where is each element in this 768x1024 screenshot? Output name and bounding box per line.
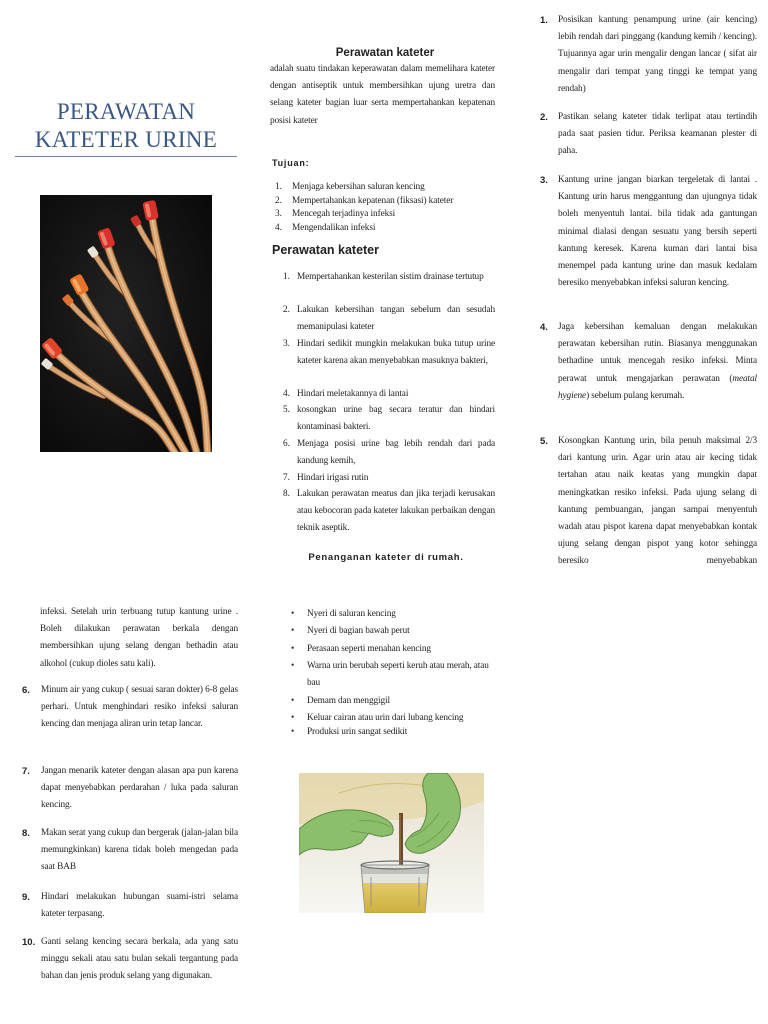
item-text: Hindari sedikit mungkin melakukan buka tutup urine kateter karena akan menyebabkan masuknya bakteri, [297,339,495,367]
item-text: • Demam dan menggigil [307,696,390,706]
item-number: 8. [22,828,30,839]
item-text: • Produksi urin sangat sedikit [307,727,408,737]
item-text: Menjaga posisi urine bag lebih rendah dari pada kandung kemih, [297,439,495,467]
item-text-italic: meatal hygiene [558,373,757,401]
item-text: Hindari irigasi rutin [297,473,369,483]
perawatan-item [283,336,495,370]
warning-sign-item [291,724,499,741]
item-number: 5. [540,436,548,447]
home-care-item [22,825,238,877]
item-text: • Keluar cairan atau urin dari lubang kencing [307,713,464,723]
item-text: • Perasaan seperti menahan kencing [307,644,431,654]
item-text: • Nyeri di saluran kencing [307,609,396,619]
item-text-before: Jaga kebersihan kemaluan dengan melakukan perawatan kebersihan rutin. Biasanya menggunakan bethadine untuk mencegah resiko infeksi. Minta perawat untuk mengajarkan perawatan ( [558,322,757,384]
home-care-item [540,319,757,405]
item-number: 2. [283,305,290,315]
home-care-item [22,763,238,815]
perawatan-item [283,436,495,470]
item-number: 1. [283,272,290,282]
item-number: 2. [275,196,282,206]
perawatan-item [283,486,495,538]
item-text: Menjaga kebersihan saluran kencing [292,182,425,192]
item-number: 4. [275,223,282,233]
item-number: 3. [275,209,282,219]
tujuan-item [275,221,490,235]
tujuan-item [275,180,490,194]
item-number: 7. [22,766,30,777]
warning-sign-item [291,693,499,710]
home-care-item [540,172,757,292]
home-care-item [540,433,757,571]
intro-heading: Perawatan kateter [335,47,435,59]
title-underline [15,156,237,157]
item-number: 2. [540,112,548,123]
perawatan-item [283,470,495,487]
warning-sign-item [291,606,499,623]
item-text: Makan serat yang cukup dan bergerak (jalan-jalan bila memungkinkan) karena tidak boleh mengedan pada saat BAB [41,828,238,873]
perawatan-item [283,302,495,336]
item-text: Posisikan kantung penampung urine (air kencing) lebih rendah dari pinggang (kandung kemih / kencing). Tujuannya agar urin mengalir dengan lancar ( sifat air mengalir dari tempat yang tinggi ke tempat yang rendah) [558,15,757,94]
item-number: 3. [283,339,290,349]
item-number: 6. [283,439,290,449]
item-text: Hindari meletakannya di lantai [297,389,409,399]
home-care-item [22,682,238,734]
warning-sign-item [291,623,499,640]
intro-text: adalah suatu tindakan keperawatan dalam memelihara kateter dengan antiseptik untuk membersihkan ujung uretra dan selang kateter bagian luar serta mempertahankan kepatenan posisi kateter [270,64,495,126]
item-text: • Nyeri di bagian bawah perut [307,626,410,636]
item-number: 1. [275,182,282,192]
item-number: 5. [283,405,290,415]
item-number: 3. [540,175,548,186]
item-number: 1. [540,15,548,26]
item-number: 4. [283,389,290,399]
title-line-2: KATETER URINE [34,127,218,152]
item-text: kosongkan urine bag secara teratur dan hindari kontaminasi bakteri. [297,405,495,433]
title-line-1: PERAWATAN [56,99,196,124]
item-number: 10. [22,937,36,948]
tujuan-heading: Tujuan: [272,158,310,168]
item-number: 7. [283,473,290,483]
item-text [558,319,757,405]
item-text: Kosongkan Kantung urin, bila penuh maksimal 2/3 dari kantung urin. Agar urin atau air kecing tidak tertahan atau naik keatas yang mungkin dapat meningkatkan resiko infeksi. Pada ujung selang di kantung pembuangan, jangan sampai menyentuh wadah atau pispot karena dapat menyebabkan kontak ujung selang dengan pispot yang kotor sehingga beresiko menyebabkan [558,436,757,567]
home-care-item [22,889,238,923]
perawatan-item [283,386,495,403]
item-number: 9. [22,892,30,903]
item-text: Jangan menarik kateter dengan alasan apa pun karena dapat menyebabkan perdarahan / luka pada saluran kencing. [41,766,238,811]
item-number: 8. [283,489,290,499]
collection-cup [361,861,429,913]
item-text-after: ) sebelum pulang kerumah. [586,390,685,401]
item-text: • Warna urin berubah seperti keruh atau merah, atau bau [307,661,489,689]
warning-sign-item [291,658,499,692]
item-text: Mempertahankan kepatenan (fiksasi) kateter [292,196,454,206]
item-number: 4. [540,322,548,333]
item-text: Kantung urine jangan biarkan tergeletak di lantai . Kantung urin harus menggantung dan ujungnya tidak boleh menyentuh lantai. bila tidak ada gantungan minimal dialasi dengan sesuatu yang bersih seperti kantung keresek. Karena kuman dari lantai bisa menempel pada kantung urine dan masuk kedalam beresiko menyebabkan infeksi saluran kencing. [558,175,757,289]
item-continuation: infeksi. Setelah urin terbuang tutup kantung urine . Boleh dilakukan perawatan berkala dengan membersihkan ujung selang dengan bethadin atau alkohol (cukup dioles satu kali). [40,607,238,669]
home-care-item [540,109,757,161]
item-text: Mempertahankan kesterilan sistim drainase tertutup [297,272,484,282]
item-number: 6. [22,685,30,696]
item-text: Hindari melakukan hubungan suami-istri selama kateter terpasang. [41,892,238,920]
home-care-item [22,934,238,986]
perawatan-item [283,269,495,286]
perawatan-heading: Perawatan kateter [272,243,380,257]
perawatan-item [283,402,495,436]
item-text: Lakukan kebersihan tangan sebelum dan sesudah memanipulasi kateter [297,305,495,333]
item-text: Lakukan perawatan meatus dan jika terjadi kerusakan atau kebocoran pada kateter lakukan perbaikan dengan teknik aseptik. [297,489,495,534]
item-text: Mengendalikan infeksi [292,223,376,233]
home-care-item [540,12,757,98]
home-care-heading: Penanganan kateter di rumah. [308,552,464,563]
catheter-photo [40,195,212,452]
item-text: Mencegah terjadinya infeksi [292,209,396,219]
item-text: Pastikan selang kateter tidak terlipat atau tertindih pada saat pasien tidur. Periksa keamanan plester di paha. [558,112,757,157]
tujuan-item [275,207,490,221]
item-text: Ganti selang kencing secara berkala, ada yang satu minggu sekali atau satu bulan sekali tergantung pada bahan dan jenis produk selang yang digunakan. [41,937,238,982]
warning-sign-item [291,641,499,658]
item-text: Minum air yang cukup ( sesuai saran dokter) 6-8 gelas perhari. Untuk menghindari resiko infeksi saluran kencing dan menjaga aliran urin tetap lancar. [41,685,238,730]
tujuan-item [275,194,490,208]
urine-bag-emptying-photo [299,773,484,913]
